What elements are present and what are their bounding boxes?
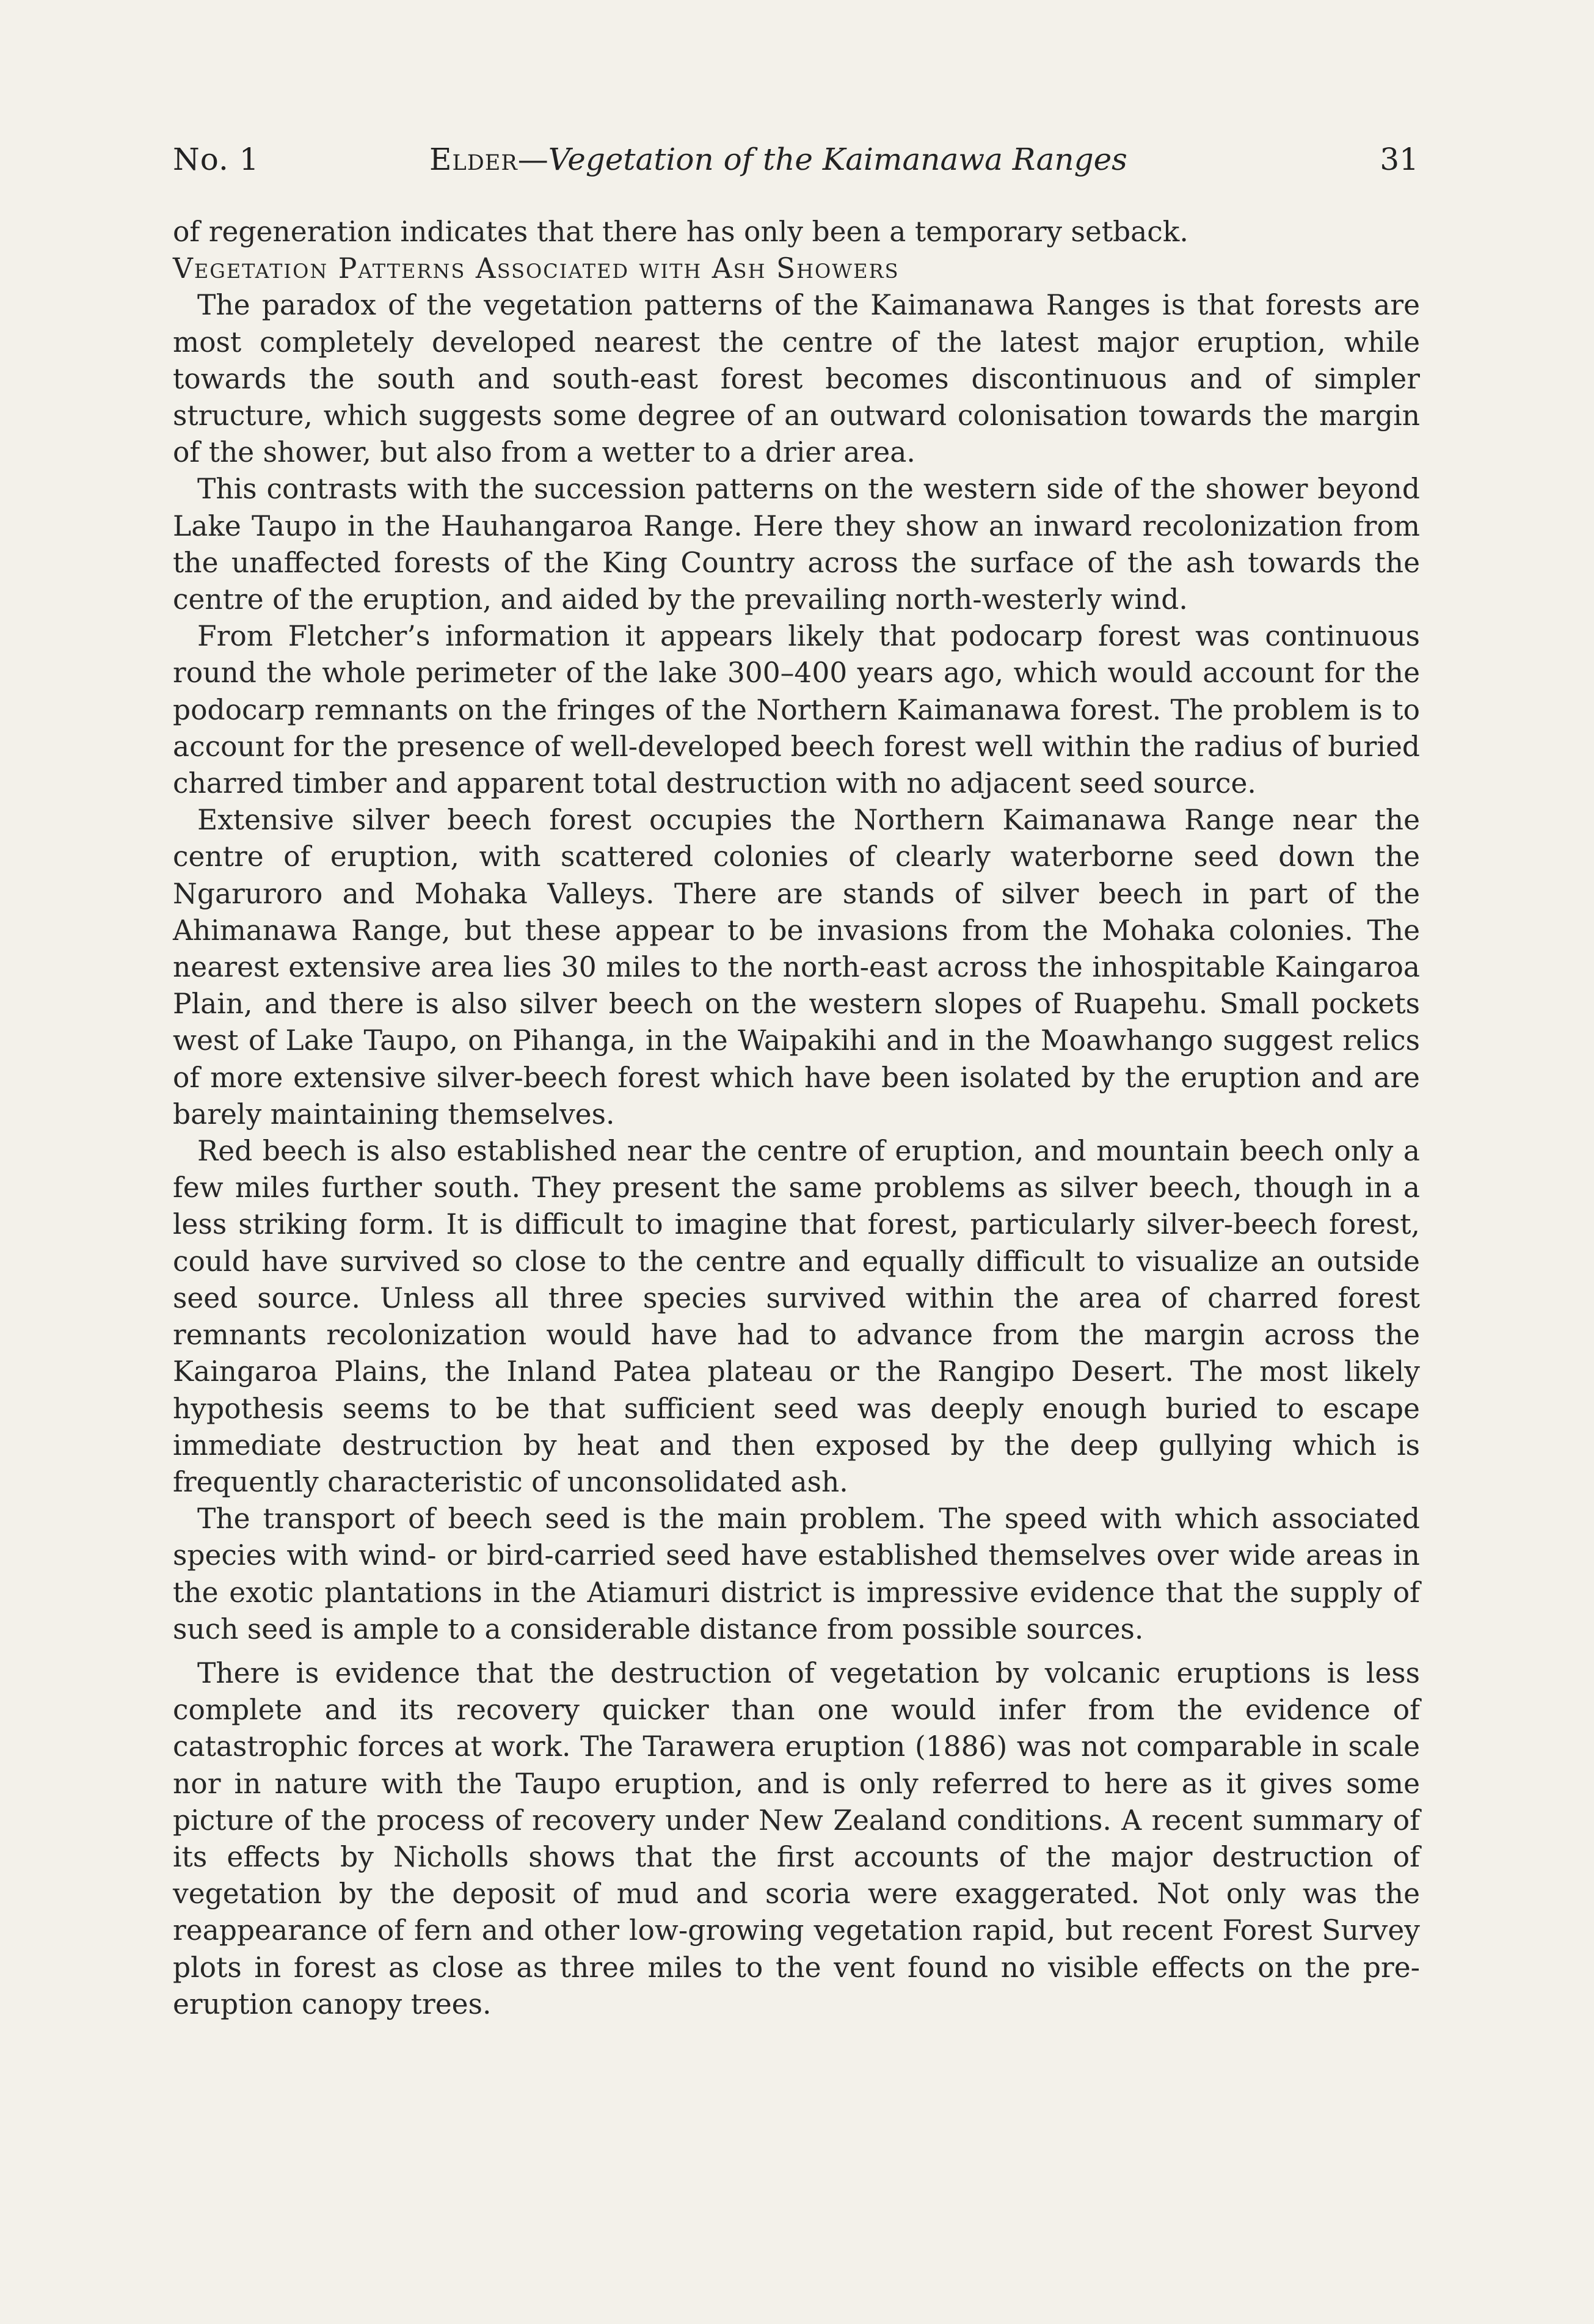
running-header (173, 136, 1419, 191)
paragraph: From Fletcher’s information it appears likely that podocarp forest was continuous round the whole perimeter of the lake 300–400 years ago, which would account for the podocarp remnants on the fringes of the Northern Kaimanawa forest. The problem is to account for the presence of well-developed beech forest well within the radius of buried charred timber and apparent total destruction with no adjacent seed source. (173, 620, 1420, 800)
paragraph: Red beech is also established near the centre of eruption, and mountain beech only a few miles further south. They present the same problems as silver beech, though in a less striking form. It is difficult to imagine that forest, particularly silver-beech forest, could have survived so close to the centre and equally difficult to visualize an outside seed source. Unless all three species survived within the area of charred forest remnants recolonization would have had to advance from the margin across the Kaingaroa Plains, the Inland Patea plateau or the Rangipo Desert. The most likely hypothesis seems to be that sufficient seed was deeply enough buried to escape immediate destruction by heat and then exposed by the deep gullying which is frequently characteristic of unconsolidated ash. (173, 1135, 1420, 1498)
issue-number: No. 1 (173, 142, 260, 177)
paragraph-continuation: of regeneration indicates that there has only been a temporary setback. (173, 216, 1188, 248)
article-body (173, 214, 1420, 2023)
section-heading: Vegetation Patterns Associated with Ash Showers (173, 252, 900, 285)
paragraph: There is evidence that the destruction of vegetation by volcanic eruptions is less complete and its recovery quicker than one would infer from the evidence of catastrophic forces at work. The Tarawera eruption (1886) was not comparable in scale nor in nature with the Taupo eruption, and is only referred to here as it gives some picture of the process of recovery under New Zealand conditions. A recent summary of its effects by Nicholls shows that the first accounts of the major destruction of vegetation by the deposit of mud and scoria were exaggerated. Not only was the reappearance of fern and other low-growing vegetation rapid, but recent Forest Survey plots in forest as close as three miles to the vent found no visible effects on the pre-eruption canopy trees. (173, 1656, 1420, 2020)
title-dash: — (517, 142, 548, 177)
author-name: Elder (429, 142, 518, 177)
paragraph: The transport of beech seed is the main problem. The speed with which associated species with wind- or bird-carried seed have established themselves over wide areas in the exotic plantations in the Atiamuri district is impressive evidence that the supply of such seed is ample to a considerable distance from possible sources. (173, 1503, 1420, 1645)
paragraph: The paradox of the vegetation patterns of the Kaimanawa Ranges is that forests are most completely developed nearest the centre of the latest major eruption, while towards the south and south-east forest becomes discontinuous and of simpler structure, which suggests some degree of an outward colonisation towards the margin of the shower, but also from a wetter to a drier area. (173, 289, 1420, 469)
paragraph: Extensive silver beech forest occupies the Northern Kaimanawa Range near the centre of eruption, with scattered colonies of clearly waterborne seed down the Ngaruroro and Mohaka Valleys. There are stands of silver beech in part of the Ahimanawa Range, but these appear to be invasions from the Mohaka colonies. The nearest extensive area lies 30 miles to the north-east across the inhospitable Kaingaroa Plain, and there is also silver beech on the western slopes of Ruapehu. Small pockets west of Lake Taupo, on Pihanga, in the Waipakihi and in the Moawhango suggest relics of more extensive silver-beech forest which have been isolated by the eruption and are barely maintaining themselves. (173, 804, 1420, 1131)
running-title (429, 142, 1127, 177)
page-number: 31 (1380, 142, 1419, 177)
article-title: Vegetation of the Kaimanawa Ranges (548, 142, 1127, 177)
paragraph: This contrasts with the succession patterns on the western side of the shower beyond Lake Taupo in the Hauhangaroa Range. Here they show an inward recolonization from the unaffected forests of the King Country across the surface of the ash towards the centre of the eruption, and aided by the prevailing north-westerly wind. (173, 473, 1420, 616)
